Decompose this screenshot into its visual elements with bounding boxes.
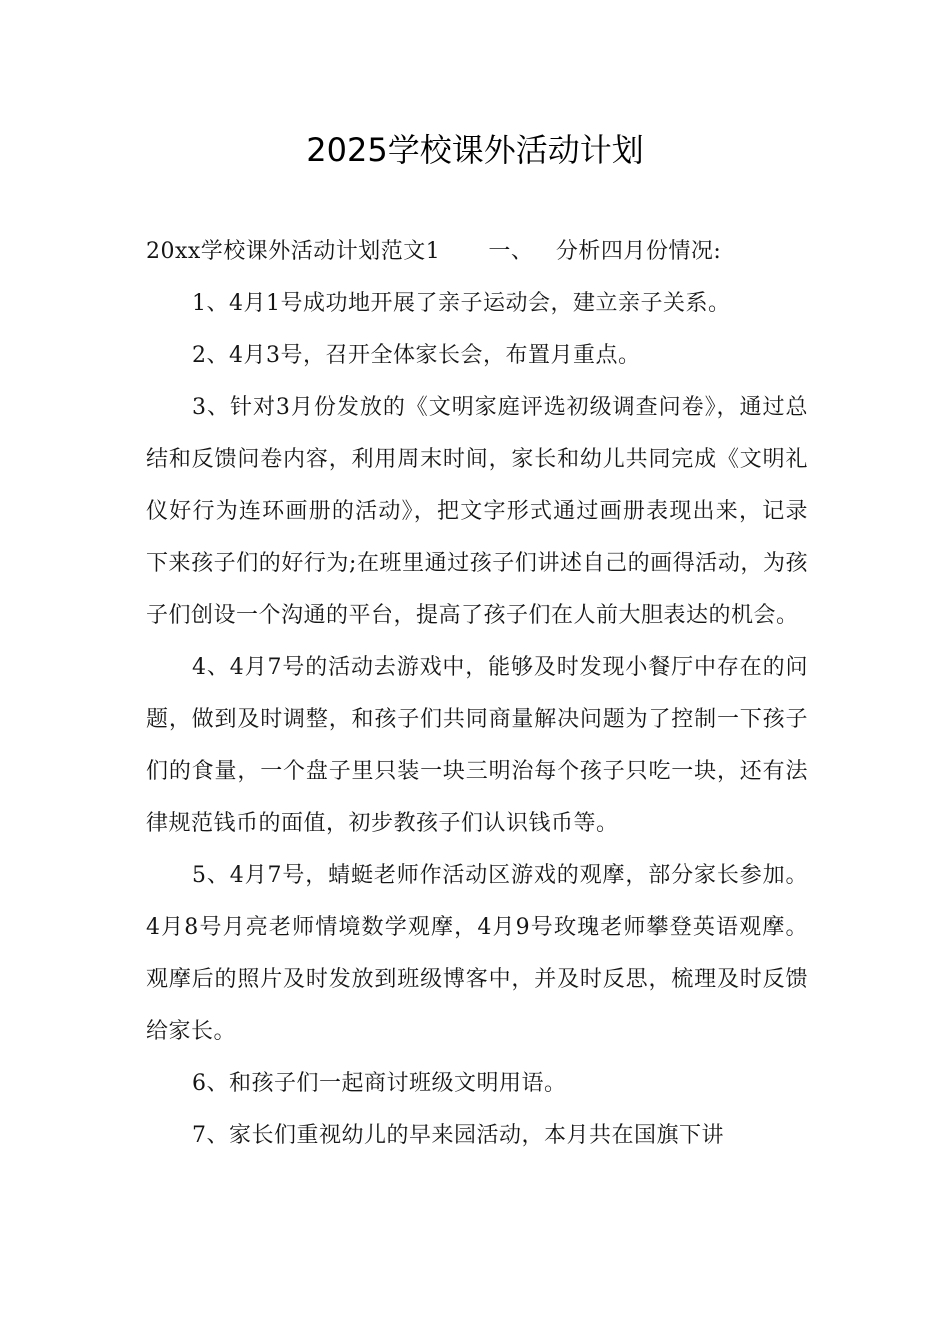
paragraph-4: 4、4月7号的活动去游戏中，能够及时发现小餐厅中存在的问题，做到及时调整，和孩子们共同商量解决问题为了控制一下孩子们的食量，一个盘子里只装一块三明治每个孩子只吃一块，还有法律规范钱币的面值，初步教孩子们认识钱币等。 bbox=[146, 655, 808, 836]
document-body bbox=[146, 226, 808, 1162]
paragraph-6: 6、和孩子们一起商讨班级文明用语。 bbox=[192, 1071, 567, 1096]
section-number: 一、 bbox=[488, 239, 534, 264]
section-heading: 分析四月份情况: bbox=[555, 239, 722, 264]
intro-line bbox=[146, 226, 808, 278]
paragraph-5: 5、4月7号，蜻蜓老师作活动区游戏的观摩，部分家长参加。4月8号月亮老师情境数学观摩，4月9号玫瑰老师攀登英语观摩。观摩后的照片及时发放到班级博客中，并及时反思，梳理及时反馈给家长。 bbox=[146, 863, 808, 1044]
paragraph-2: 2、4月3号，召开全体家长会，布置月重点。 bbox=[192, 343, 641, 368]
paragraph-1: 1、4月1号成功地开展了亲子运动会，建立亲子关系。 bbox=[192, 291, 731, 316]
paragraph-3: 3、针对3月份发放的《文明家庭评选初级调查问卷》，通过总结和反馈问卷内容，利用周末时间，家长和幼儿共同完成《文明礼仪好行为连环画册的活动》，把文字形式通过画册表现出来，记录下来孩子们的好行为;在班里通过孩子们讲述自己的画得活动，为孩子们创设一个沟通的平台，提高了孩子们在人前大胆表达的机会。 bbox=[146, 395, 808, 628]
intro-lead: 20xx学校课外活动计划范文1 bbox=[146, 239, 441, 264]
document-title: 2025学校课外活动计划 bbox=[306, 131, 644, 169]
paragraph-7: 7、家长们重视幼儿的早来园活动，本月共在国旗下讲 bbox=[192, 1123, 724, 1148]
